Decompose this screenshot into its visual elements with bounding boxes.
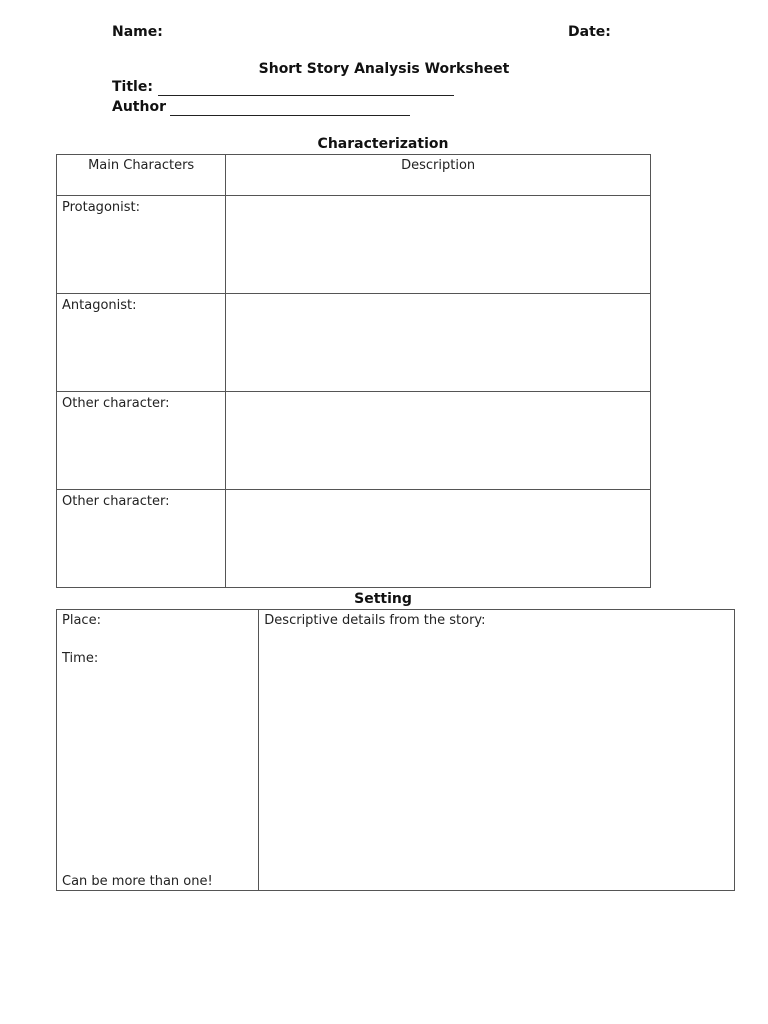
setting-note: Can be more than one! bbox=[62, 874, 213, 889]
title-label: Title: bbox=[112, 79, 153, 95]
setting-heading: Setting bbox=[354, 591, 412, 607]
date-label: Date: bbox=[568, 24, 611, 40]
description-cell-other-character[interactable] bbox=[226, 392, 651, 490]
column-header-description: Description bbox=[226, 155, 651, 196]
row-label-protagonist: Protagonist: bbox=[57, 196, 226, 294]
table-row bbox=[57, 490, 651, 588]
author-label: Author bbox=[112, 99, 166, 115]
worksheet-title: Short Story Analysis Worksheet bbox=[258, 61, 510, 77]
place-label: Place: bbox=[62, 613, 101, 628]
table-row bbox=[57, 610, 735, 891]
description-cell-other-character-2[interactable] bbox=[226, 490, 651, 588]
descriptive-details-label: Descriptive details from the story: bbox=[264, 613, 486, 628]
author-blank-line[interactable] bbox=[170, 115, 410, 116]
characterization-table bbox=[56, 154, 651, 588]
table-header-row bbox=[57, 155, 651, 196]
description-cell-antagonist[interactable] bbox=[226, 294, 651, 392]
place-time-cell[interactable] bbox=[57, 610, 259, 891]
characterization-heading: Characterization bbox=[317, 136, 449, 152]
setting-table bbox=[56, 609, 735, 891]
row-label-other-character: Other character: bbox=[57, 392, 226, 490]
descriptive-details-cell[interactable] bbox=[259, 610, 735, 891]
table-row bbox=[57, 294, 651, 392]
table-row bbox=[57, 196, 651, 294]
column-header-main-characters: Main Characters bbox=[57, 155, 226, 196]
table-row bbox=[57, 392, 651, 490]
row-label-antagonist: Antagonist: bbox=[57, 294, 226, 392]
title-blank-line[interactable] bbox=[158, 95, 454, 96]
time-label: Time: bbox=[62, 651, 99, 666]
description-cell-protagonist[interactable] bbox=[226, 196, 651, 294]
name-label: Name: bbox=[112, 24, 163, 40]
row-label-other-character-2: Other character: bbox=[57, 490, 226, 588]
